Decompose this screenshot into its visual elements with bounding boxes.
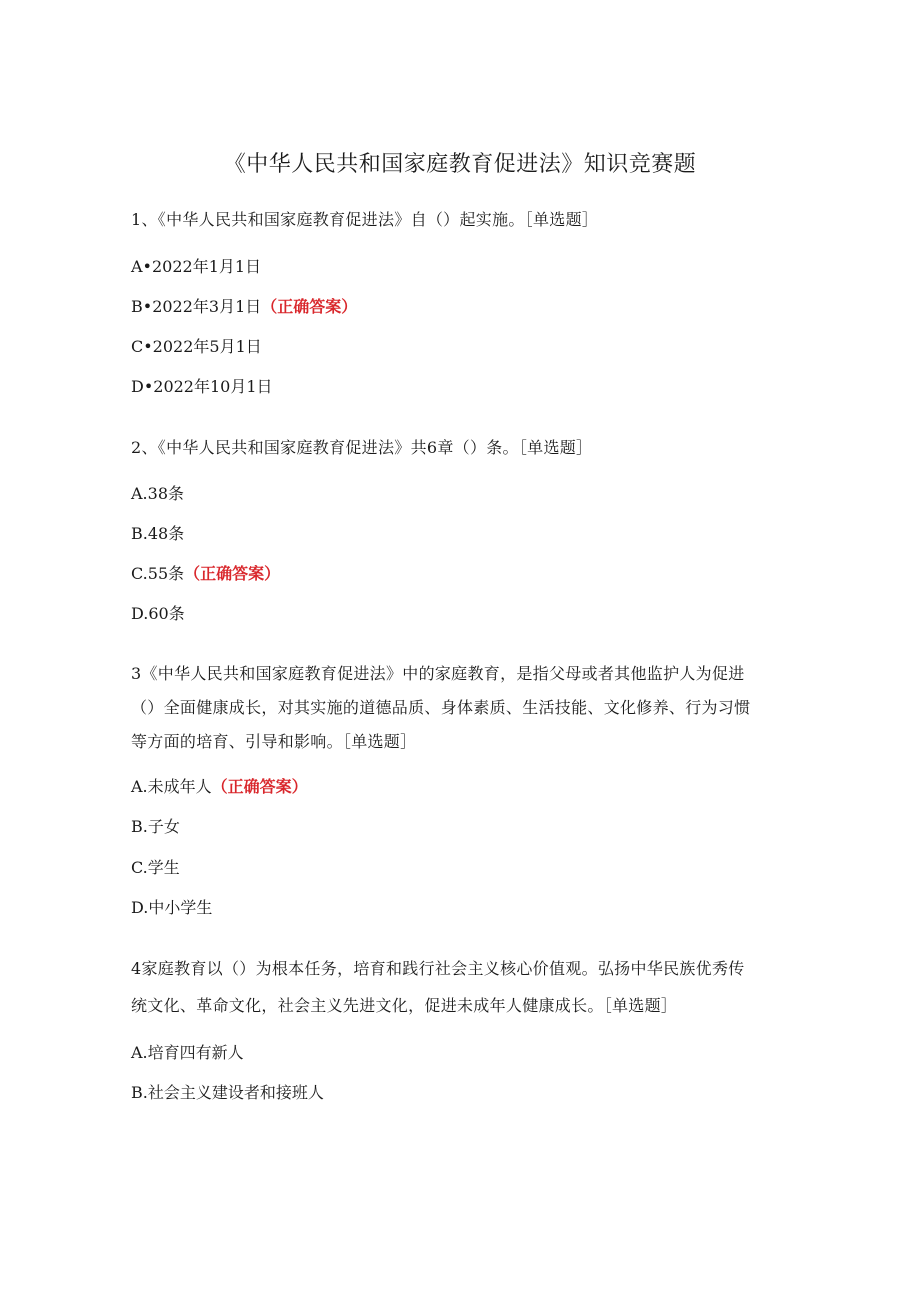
- document-title: 《中华人民共和国家庭教育促进法》知识竞赛题: [223, 152, 697, 177]
- question-3-option-d: [131, 896, 791, 920]
- option-text: A.培育四有新人: [131, 1043, 244, 1062]
- correct-answer-mark: （正确答案）: [261, 297, 358, 316]
- question-4-option-a: [131, 1041, 791, 1065]
- question-1-option-a: [131, 255, 791, 279]
- question-4-option-b: [131, 1081, 791, 1105]
- question-1-stem: 1、《中华人民共和国家庭教育促进法》自（）起实施。［单选题］: [131, 210, 599, 229]
- option-text: C.学生: [131, 858, 180, 877]
- option-text: B.社会主义建设者和接班人: [131, 1083, 324, 1102]
- question-1-option-d: [131, 375, 791, 399]
- option-text: A•2022年1月1日: [131, 257, 262, 276]
- option-text: A.未成年人: [131, 777, 212, 796]
- option-text: D•2022年10月1日: [131, 377, 273, 396]
- option-text: A.38条: [131, 484, 185, 503]
- option-text: C•2022年5月1日: [131, 337, 262, 356]
- question-3-stem-line-3: 等方面的培育、引导和影响。［单选题］: [131, 732, 417, 751]
- question-2-stem: 2、《中华人民共和国家庭教育促进法》共6章（）条。［单选题］: [131, 438, 593, 457]
- question-2-option-d: [131, 602, 791, 626]
- correct-answer-mark: （正确答案）: [184, 564, 281, 583]
- question-4-stem-line-2: 统文化、革命文化，社会主义先进文化，促进未成年人健康成长。［单选题］: [131, 996, 678, 1015]
- question-2-option-b: [131, 522, 791, 546]
- option-text: D.60条: [131, 604, 185, 623]
- option-text: B•2022年3月1日: [131, 297, 262, 316]
- question-3-option-b: [131, 815, 791, 839]
- question-3-option-a: [131, 775, 791, 799]
- option-text: B.子女: [131, 817, 180, 836]
- option-text: B.48条: [131, 524, 185, 543]
- question-3-option-c: [131, 856, 791, 880]
- question-1-option-b: [131, 295, 791, 319]
- question-3-stem-line-1: 3《中华人民共和国家庭教育促进法》中的家庭教育，是指父母或者其他监护人为促进: [131, 664, 745, 683]
- option-text: C.55条: [131, 564, 185, 583]
- option-text: D.中小学生: [131, 898, 213, 917]
- question-4-stem-line-1: 4家庭教育以（）为根本任务，培育和践行社会主义核心价值观。弘扬中华民族优秀传: [131, 959, 745, 978]
- correct-answer-mark: （正确答案）: [211, 777, 308, 796]
- question-2-option-c: [131, 562, 791, 586]
- question-2-option-a: [131, 482, 791, 506]
- question-1-option-c: [131, 335, 791, 359]
- question-3-stem-line-2: （）全面健康成长，对其实施的道德品质、身体素质、生活技能、文化修养、行为习惯: [131, 698, 751, 717]
